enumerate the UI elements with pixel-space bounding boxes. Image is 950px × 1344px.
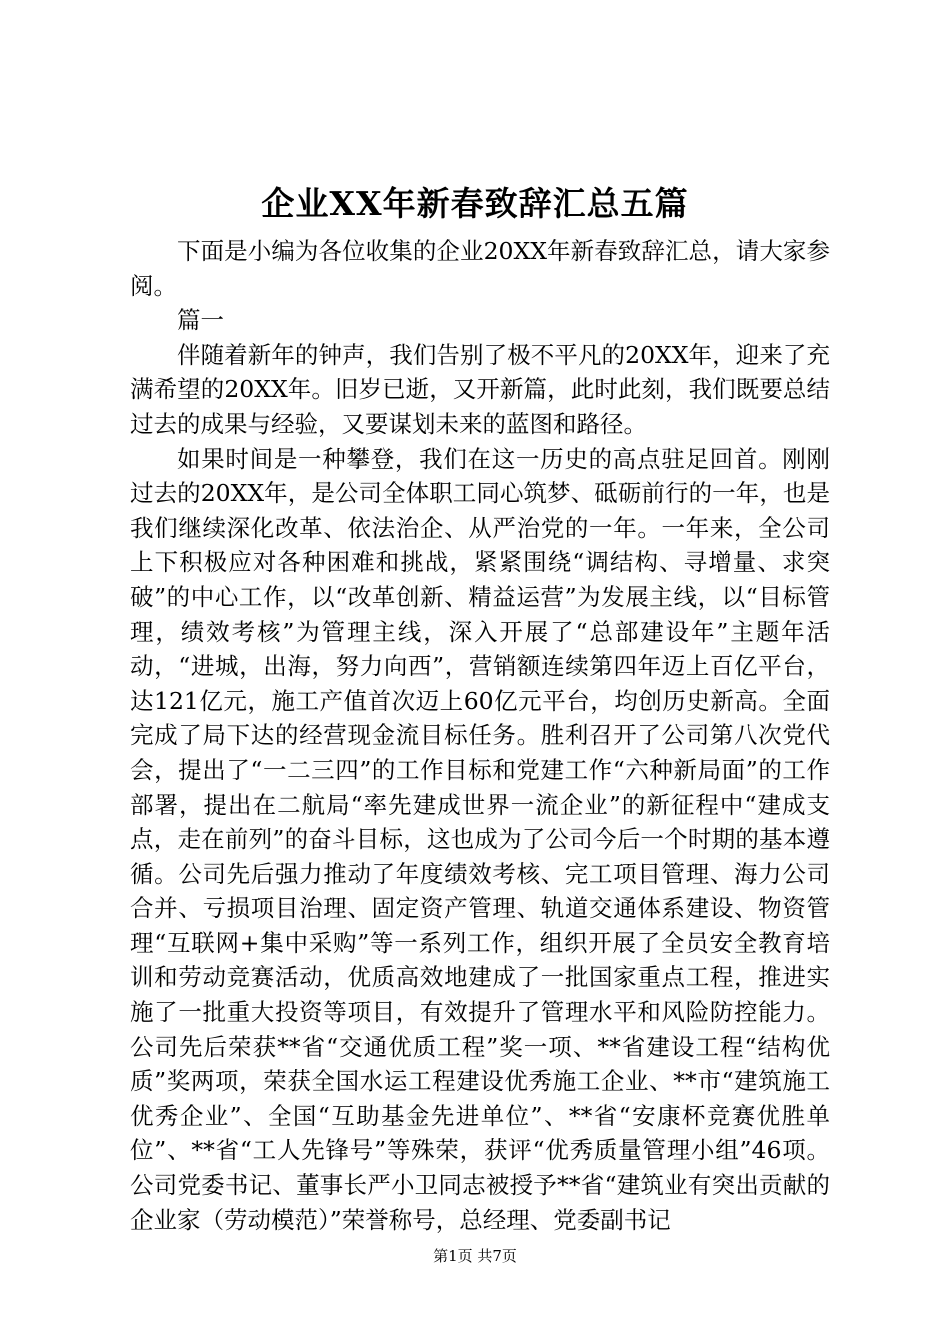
page-footer: 第1页 共7页	[433, 1247, 517, 1265]
body-paragraph: 如果时间是一种攀登，我们在这一历史的高点驻足回首。刚刚过去的20XX年，是公司全体职工同心筑梦、砥砺前行的一年，也是我们继续深化改革、依法治企、从严治党的一年。一年来，全公司上下积极应对各种困难和挑战，紧紧围绕“调结构、寻增量、求突破”的中心工作，以“改革创新、精益运营”为发展主线，以“目标管理，绩效考核”为管理主线，深入开展了“总部建设年”主题年活动，“进城，出海，努力向西”，营销额连续第四年迈上百亿平台，达121亿元，施工产值首次迈上60亿元平台，均创历史新高。全面完成了局下达的经营现金流目标任务。胜利召开了公司第八次党代会，提出了“一二三四”的工作目标和党建工作“六种新局面”的工作部署，提出在二航局“率先建成世界一流企业”的新征程中“建成支点，走在前列”的奋斗目标，这也成为了公司今后一个时期的基本遵循。公司先后强力推动了年度绩效考核、完工项目管理、海力公司合并、亏损项目治理、固定资产管理、轨道交通体系建设、物资管理“互联网+集中采购”等一系列工作，组织开展了全员安全教育培训和劳动竞赛活动，优质高效地建成了一批国家重点工程，推进实施了一批重大投资等项目，有效提升了管理水平和风险防控能力。公司先后荣获**省“交通优质工程”奖一项、**省建设工程“结构优质”奖两项，荣获全国水运工程建设优秀施工企业、**市“建筑施工优秀企业”、全国“互助基金先进单位”、**省“安康杯竞赛优胜单位”、**省“工人先锋号”等殊荣，获评“优秀质量管理小组”46项。公司党委书记、董事长严小卫同志被授予**省“建筑业有突出贡献的企业家（劳动模范）”荣誉称号，总经理、党委副书记	[130, 444, 830, 1234]
document-body	[130, 234, 830, 1237]
document-title: 企业XX年新春致辞汇总五篇	[261, 184, 689, 223]
section-heading: 篇一	[177, 306, 224, 335]
body-paragraph: 伴随着新年的钟声，我们告别了极不平凡的20XX年，迎来了充满希望的20XX年。旧岁已逝，又开新篇，此时此刻，我们既要总结过去的成果与经验，又要谋划未来的蓝图和路径。	[130, 340, 830, 438]
intro-paragraph: 下面是小编为各位收集的企业20XX年新春致辞汇总，请大家参阅。	[130, 237, 830, 300]
